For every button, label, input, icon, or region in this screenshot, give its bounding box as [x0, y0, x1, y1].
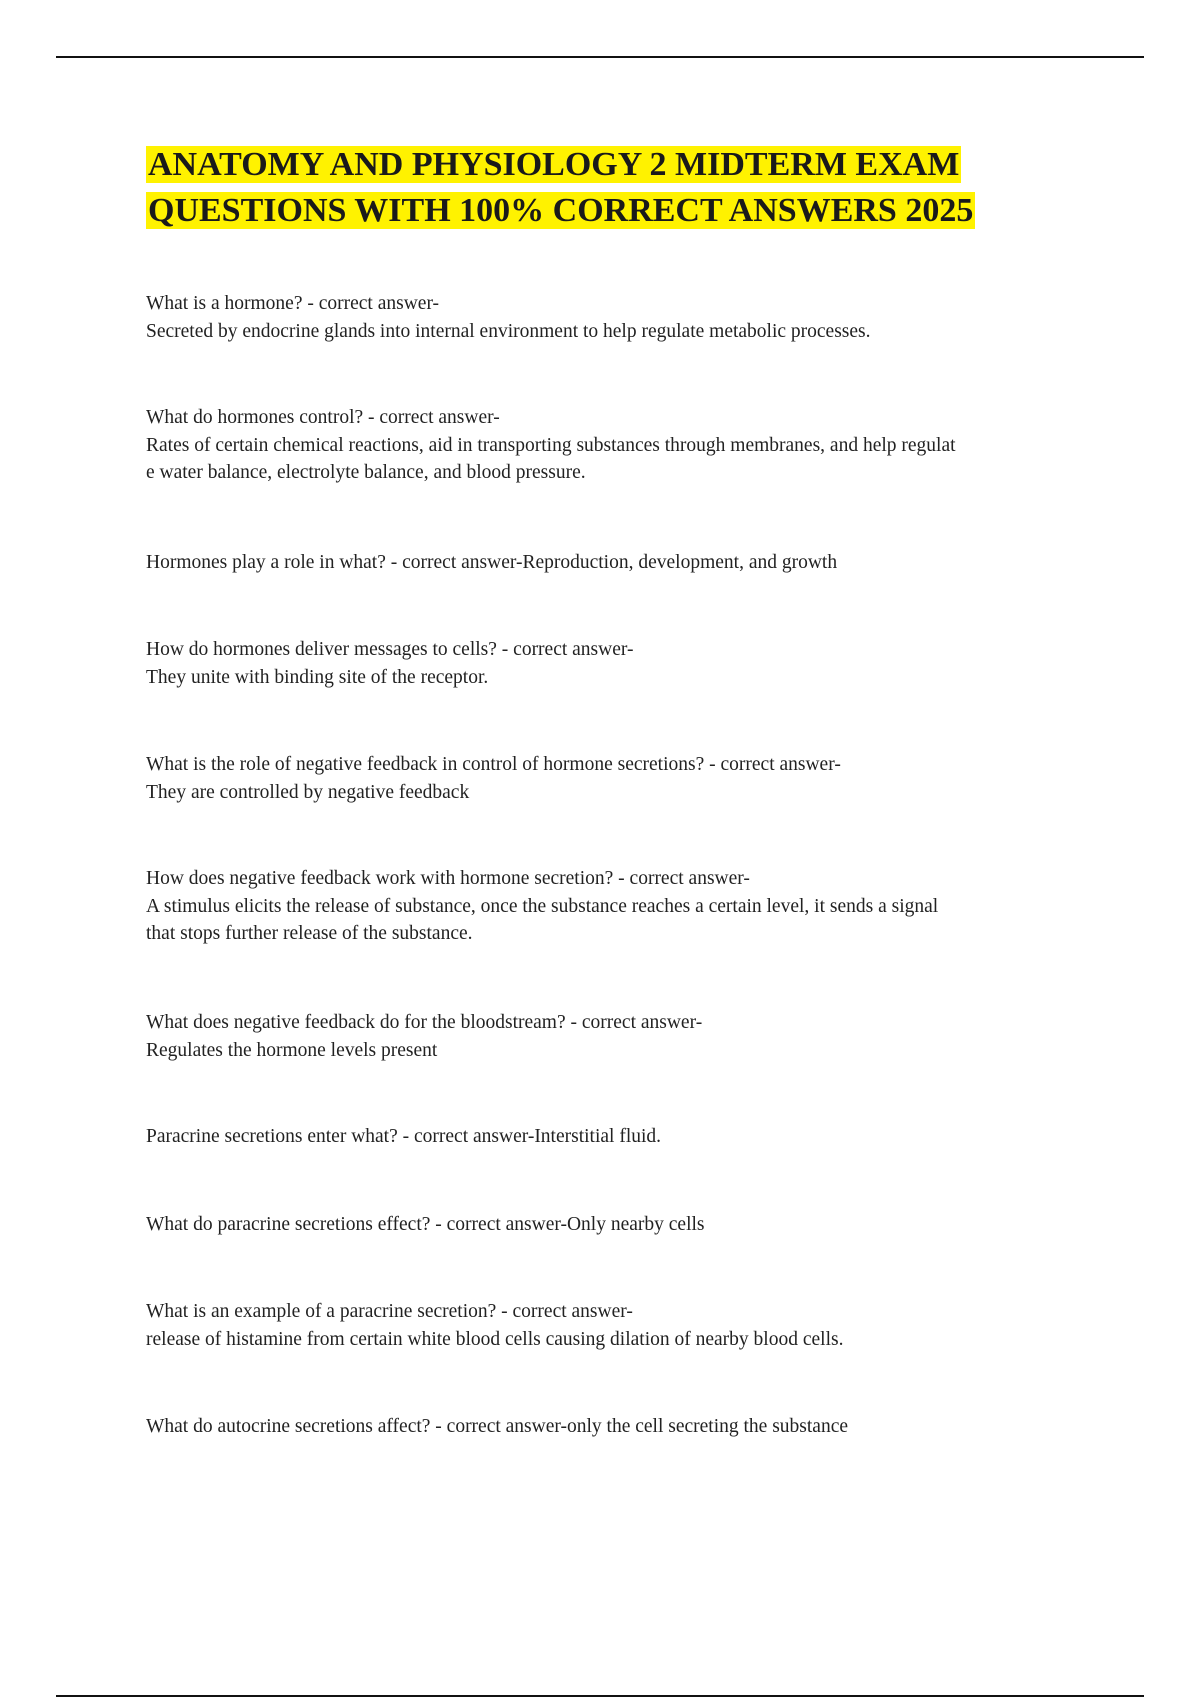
qa-item: [146, 751, 1101, 806]
document-title: [146, 142, 1106, 234]
question-text: Paracrine secretions enter what? - correct answer-Interstitial fluid.: [146, 1126, 662, 1147]
question-text: What is the role of negative feedback in control of hormone secretions? - correct answer-: [146, 754, 841, 775]
qa-item: [146, 290, 1101, 345]
qa-item: [146, 1009, 1101, 1064]
qa-item: [146, 636, 1101, 691]
question-text: What do hormones control? - correct answer-: [146, 407, 500, 428]
qa-item: [146, 1211, 1101, 1239]
bottom-rule: [56, 1695, 1144, 1697]
answer-text: Regulates the hormone levels present: [146, 1039, 438, 1061]
qa-item: [146, 1123, 1101, 1151]
qa-item: [146, 549, 1101, 577]
answer-text-continued: e water balance, electrolyte balance, and blood pressure.: [146, 462, 586, 483]
answer-text: Secreted by endocrine glands into internal environment to help regulate metabolic processes.: [146, 320, 871, 342]
qa-item: [146, 404, 1101, 487]
title-highlight: ANATOMY AND PHYSIOLOGY 2 MIDTERM EXAM QUESTIONS WITH 100% CORRECT ANSWERS 2025: [148, 146, 974, 229]
answer-text: release of histamine from certain white blood cells causing dilation of nearby blood cells.: [146, 1328, 844, 1350]
qa-item: [146, 1298, 1101, 1353]
answer-text: Rates of certain chemical reactions, aid in transporting substances through membranes, and help regulat: [146, 434, 956, 456]
question-text: How do hormones deliver messages to cells? - correct answer-: [146, 639, 634, 660]
question-text: What is a hormone? - correct answer-: [146, 293, 440, 314]
question-text: What do paracrine secretions effect? - correct answer-Only nearby cells: [146, 1214, 705, 1235]
question-text: How does negative feedback work with hormone secretion? - correct answer-: [146, 868, 750, 889]
qa-item: [146, 865, 1101, 948]
question-text: What do autocrine secretions affect? - correct answer-only the cell secreting the substance: [146, 1416, 849, 1437]
top-rule: [56, 56, 1144, 58]
answer-text-continued: that stops further release of the substance.: [146, 923, 473, 944]
question-text: What does negative feedback do for the bloodstream? - correct answer-: [146, 1012, 703, 1033]
answer-text: They are controlled by negative feedback: [146, 781, 470, 803]
answer-text: They unite with binding site of the receptor.: [146, 666, 489, 688]
answer-text: A stimulus elicits the release of substance, once the substance reaches a certain level, it sends a signal: [146, 895, 939, 917]
question-text: Hormones play a role in what? - correct answer-Reproduction, development, and growth: [146, 552, 838, 573]
question-text: What is an example of a paracrine secretion? - correct answer-: [146, 1301, 633, 1322]
qa-item: [146, 1413, 1101, 1441]
